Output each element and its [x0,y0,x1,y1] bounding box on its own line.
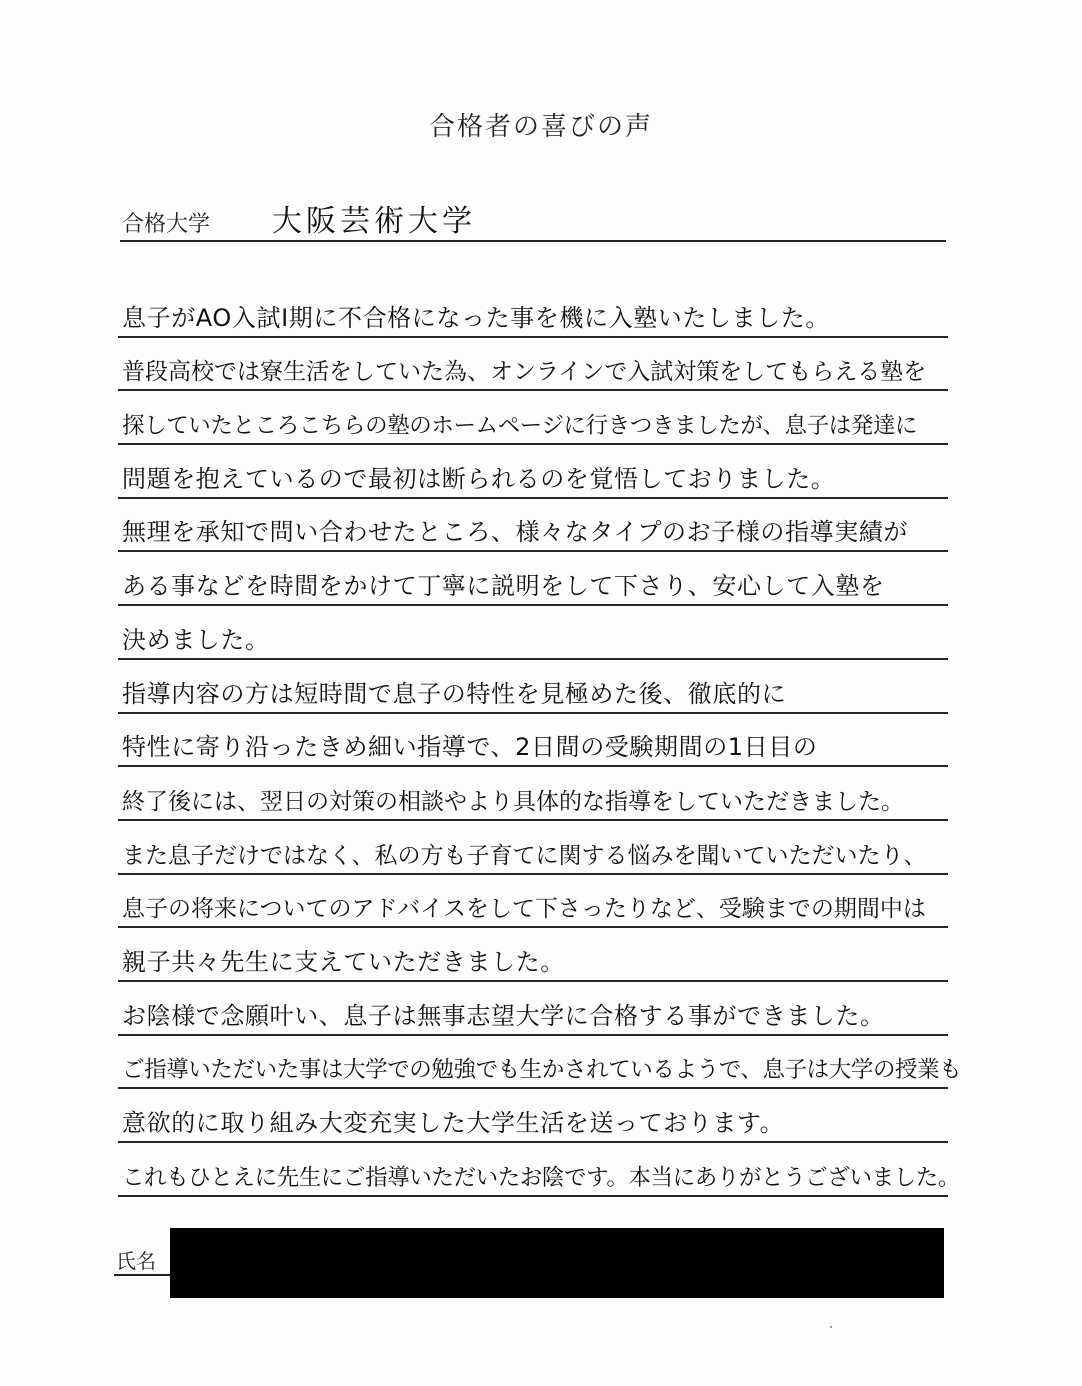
body-line [118,1036,962,1090]
body-line [118,445,948,499]
body-line [118,1143,961,1197]
body-line [118,606,948,660]
body-line-text: ある事などを時間をかけて丁寧に説明をして下さり、安心して入塾を [122,572,885,601]
name-label: 氏名 [116,1249,156,1273]
body-line-text: 息子の将来についてのアドバイスをして下さったりなど、受験までの期間中は [122,896,926,923]
testimonial-body [118,284,962,1197]
name-redaction-block [170,1228,944,1298]
name-field [114,1228,944,1298]
body-line-text: お陰様で念願叶い、息子は無事志望大学に合格する事ができました。 [122,1001,885,1030]
body-line [118,767,948,821]
body-line-text: これもひとえに先生にご指導いただいたお陰です。本当にありがとうございました。 [122,1164,961,1191]
body-line-text: 特性に寄り沿ったきめ細い指導で、2日間の受験期間の1日目の [122,733,818,762]
body-line [118,499,948,553]
body-line-text: 決めました。 [122,625,270,654]
body-line-text: 探していたところこちらの塾のホームページに行きつきましたが、息子は発達に [122,413,918,440]
body-line [118,714,948,768]
body-line [118,660,948,714]
body-line [118,928,948,982]
body-line-text: 意欲的に取り組み大変充実した大学生活を送っております。 [122,1109,785,1137]
body-line [118,1089,948,1143]
body-line [118,338,948,392]
body-line [118,982,948,1036]
university-field [120,206,946,242]
body-line-text: 親子共々先生に支えていただきました。 [122,947,565,976]
body-line-text: 終了後には、翌日の対策の相談やより具体的な指導をしていただきました。 [122,788,904,815]
body-line [118,284,948,338]
body-line-text: 問題を抱えているので最初は断られるのを覚悟しておりました。 [122,464,836,493]
body-line [118,875,948,929]
university-label: 合格大学 [122,212,211,237]
name-underline [114,1274,172,1276]
body-line-text: 指導内容の方は短時間で息子の特性を見極めた後、徹底的に [122,679,787,708]
body-line-text: 普段高校では寮生活をしていた為、オンラインで入試対策をしてもらえる塾を [122,359,927,386]
body-line [118,552,948,606]
body-line-text: ご指導いただいた事は大学での勉強でも生かされているようで、息子は大学の授業も [122,1057,962,1084]
body-line-text: 無理を承知で問い合わせたところ、様々なタイプのお子様の指導実績が [122,518,908,547]
university-value: 大阪芸術大学 [272,204,476,239]
body-line [118,821,948,875]
paper-speck [830,1326,832,1328]
page-title: 合格者の喜びの声 [428,112,653,142]
body-line-text: また息子だけではなく、私の方も子育てに関する悩みを聞いていただいたり、 [122,842,927,869]
body-line-text: 息子がAO入試Ⅰ期に不合格になった事を機に入塾いたしました。 [122,303,830,332]
body-line [118,391,948,445]
